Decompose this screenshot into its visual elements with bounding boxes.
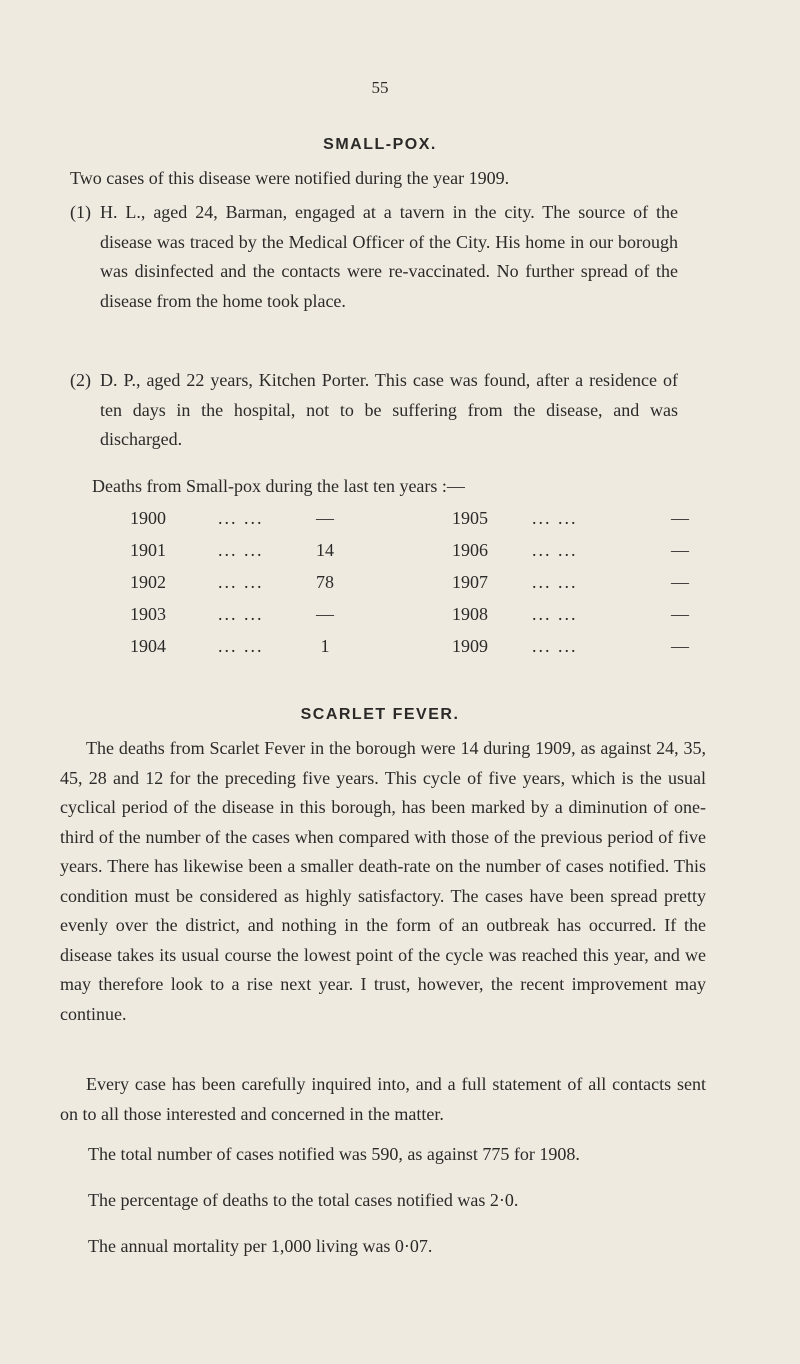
leader-dots: ... ... bbox=[218, 508, 264, 528]
leader-dots: ... ... bbox=[532, 572, 578, 592]
value-cell: — bbox=[671, 604, 689, 624]
value-cell: — bbox=[316, 604, 334, 624]
value-cell: 78 bbox=[316, 572, 334, 592]
leader-dots: ... ... bbox=[218, 604, 264, 624]
table-row bbox=[0, 572, 800, 602]
scarlet-fever-para-2 bbox=[60, 1070, 706, 1129]
total-cases-line: The total number of cases notified was 590, as against 775 for 1908. bbox=[88, 1144, 580, 1164]
value-cell: 14 bbox=[316, 540, 334, 560]
paragraph-text: Every case has been carefully inquired into, and a full statement of all contacts sent on to all those interested and concerned in the matter. bbox=[60, 1074, 706, 1124]
year-cell: 1901 bbox=[130, 540, 166, 560]
leader-dots: ... ... bbox=[532, 604, 578, 624]
page-number: 55 bbox=[371, 78, 389, 97]
percentage-line: The percentage of deaths to the total cases notified was 2·0. bbox=[88, 1190, 519, 1210]
year-cell: 1902 bbox=[130, 572, 166, 592]
year-cell: 1907 bbox=[452, 572, 488, 592]
smallpox-intro: Two cases of this disease were notified during the year 1909. bbox=[70, 168, 510, 188]
scarlet-fever-heading: SCARLET FEVER. bbox=[300, 706, 460, 723]
table-row bbox=[0, 604, 800, 634]
leader-dots: ... ... bbox=[532, 508, 578, 528]
leader-dots: ... ... bbox=[218, 540, 264, 560]
scarlet-fever-para-1 bbox=[60, 734, 706, 1029]
smallpox-case-1 bbox=[70, 198, 678, 316]
year-cell: 1903 bbox=[130, 604, 166, 624]
value-cell: — bbox=[671, 508, 689, 528]
year-cell: 1908 bbox=[452, 604, 488, 624]
value-cell: — bbox=[671, 572, 689, 592]
leader-dots: ... ... bbox=[218, 636, 264, 656]
case-number: (1) bbox=[70, 202, 91, 222]
leader-dots: ... ... bbox=[532, 540, 578, 560]
table-row bbox=[0, 508, 800, 538]
value-cell: — bbox=[671, 540, 689, 560]
leader-dots: ... ... bbox=[218, 572, 264, 592]
leader-dots: ... ... bbox=[532, 636, 578, 656]
mortality-line: The annual mortality per 1,000 living was 0·07. bbox=[88, 1236, 433, 1256]
value-cell: 1 bbox=[320, 636, 330, 656]
deaths-intro: Deaths from Small-pox during the last ten years :— bbox=[92, 476, 465, 496]
year-cell: 1905 bbox=[452, 508, 488, 528]
year-cell: 1904 bbox=[130, 636, 166, 656]
smallpox-heading: SMALL-POX. bbox=[323, 136, 437, 153]
paragraph-text: The deaths from Scarlet Fever in the borough were 14 during 1909, as against 24, 35, 45, 28 and 12 for the preceding five years. This cycle of five years, which is the usual cyclical period of the disease in this borough, has been marked by a diminution of one-third of the number of the cases when compared with those of the previous period of five years. There has likewise been a smaller death-rate on the number of cases notified. This condition must be considered as highly satisfactory. The cases have been spread pretty evenly over the district, and nothing in the form of an outbreak has occurred. If the disease takes its usual course the lowest point of the cycle was reached this year, and we may therefore look to a rise next year. I trust, however, the recent improvement may continue. bbox=[60, 738, 706, 1024]
table-row bbox=[0, 540, 800, 570]
table-row bbox=[0, 636, 800, 666]
value-cell: — bbox=[671, 636, 689, 656]
year-cell: 1909 bbox=[452, 636, 488, 656]
case-text: H. L., aged 24, Barman, engaged at a tavern in the city. The source of the disease was traced by the Medical Officer of the City. His home in our borough was disinfected and the contacts were re-vaccinated. No further spread of the disease from the home took place. bbox=[100, 202, 678, 311]
year-cell: 1906 bbox=[452, 540, 488, 560]
value-cell: — bbox=[316, 508, 334, 528]
case-number: (2) bbox=[70, 370, 91, 390]
case-text: D. P., aged 22 years, Kitchen Porter. This case was found, after a residence of ten days in the hospital, not to be suffering from the disease, and was discharged. bbox=[100, 370, 678, 449]
year-cell: 1900 bbox=[130, 508, 166, 528]
smallpox-case-2 bbox=[70, 366, 678, 455]
